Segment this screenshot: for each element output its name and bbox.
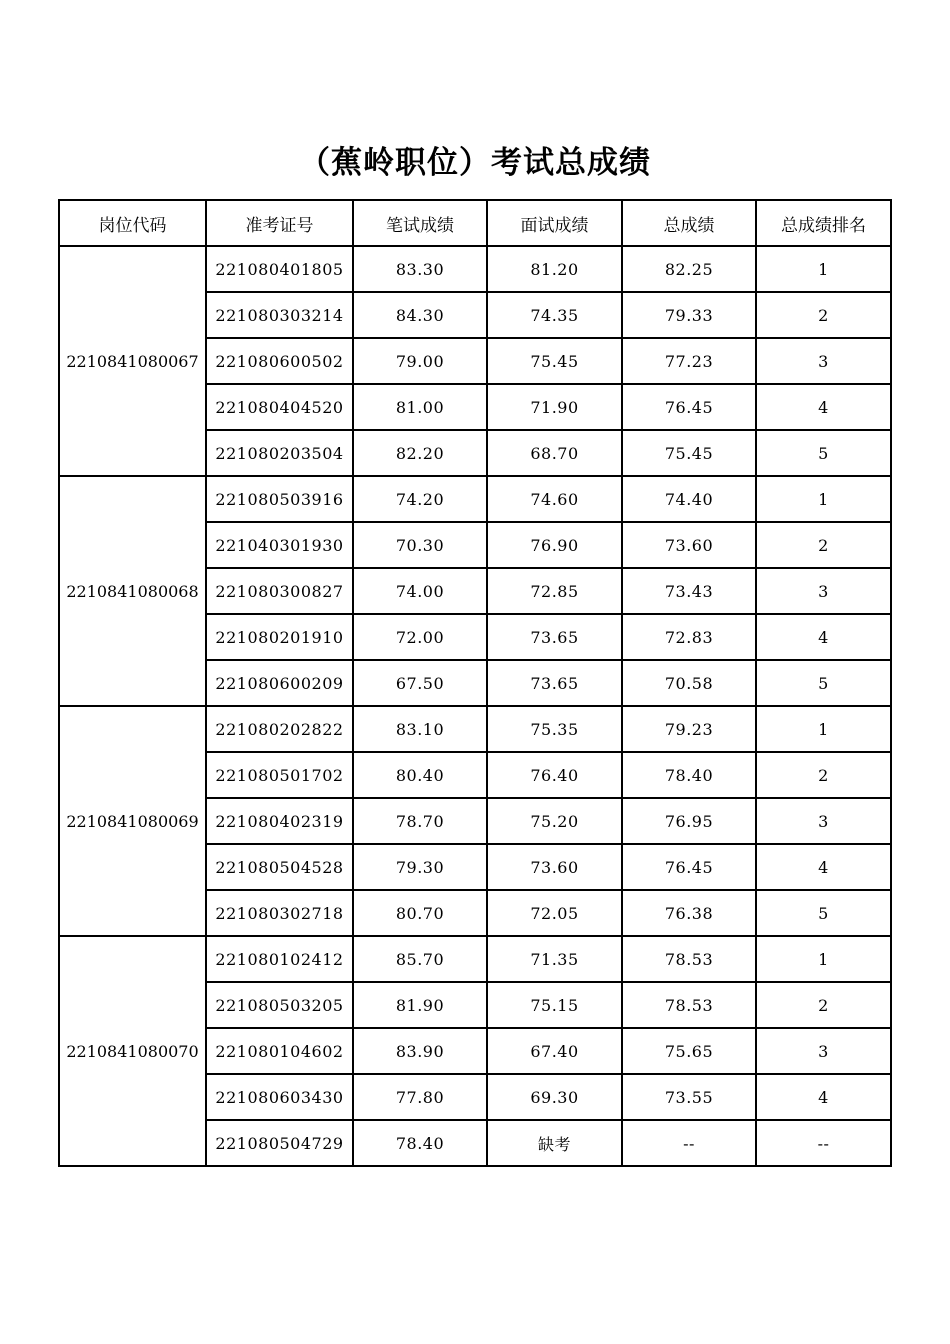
position-code-cell: 2210841080068	[59, 476, 206, 706]
rank-cell: 1	[756, 936, 891, 982]
header-position-code: 岗位代码	[59, 200, 206, 246]
admission-number-cell: 221080501702	[206, 752, 353, 798]
interview-score-cell: 75.15	[487, 982, 622, 1028]
admission-number-cell: 221080600209	[206, 660, 353, 706]
total-score-cell: 76.38	[622, 890, 756, 936]
written-score-cell: 79.00	[353, 338, 487, 384]
total-score-cell: 72.83	[622, 614, 756, 660]
interview-score-cell: 81.20	[487, 246, 622, 292]
written-score-cell: 77.80	[353, 1074, 487, 1120]
rank-cell: 1	[756, 706, 891, 752]
header-written-score: 笔试成绩	[353, 200, 487, 246]
interview-score-cell: 缺考	[487, 1120, 622, 1166]
position-code-cell: 2210841080069	[59, 706, 206, 936]
written-score-cell: 80.40	[353, 752, 487, 798]
written-score-cell: 70.30	[353, 522, 487, 568]
admission-number-cell: 221080402319	[206, 798, 353, 844]
rank-cell: --	[756, 1120, 891, 1166]
table-body	[59, 246, 891, 1166]
admission-number-cell: 221080401805	[206, 246, 353, 292]
total-score-cell: 79.23	[622, 706, 756, 752]
total-score-cell: 75.65	[622, 1028, 756, 1074]
total-score-cell: 75.45	[622, 430, 756, 476]
rank-cell: 3	[756, 1028, 891, 1074]
rank-cell: 5	[756, 890, 891, 936]
admission-number-cell: 221080203504	[206, 430, 353, 476]
written-score-cell: 74.20	[353, 476, 487, 522]
interview-score-cell: 69.30	[487, 1074, 622, 1120]
written-score-cell: 83.30	[353, 246, 487, 292]
interview-score-cell: 71.90	[487, 384, 622, 430]
written-score-cell: 80.70	[353, 890, 487, 936]
interview-score-cell: 73.60	[487, 844, 622, 890]
header-total-rank: 总成绩排名	[756, 200, 891, 246]
admission-number-cell: 221080102412	[206, 936, 353, 982]
interview-score-cell: 71.35	[487, 936, 622, 982]
interview-score-cell: 76.90	[487, 522, 622, 568]
interview-score-cell: 73.65	[487, 660, 622, 706]
total-score-cell: --	[622, 1120, 756, 1166]
interview-score-cell: 73.65	[487, 614, 622, 660]
admission-number-cell: 221080202822	[206, 706, 353, 752]
written-score-cell: 85.70	[353, 936, 487, 982]
admission-number-cell: 221080503916	[206, 476, 353, 522]
page-title: （蕉岭职位）考试总成绩	[299, 145, 651, 181]
total-score-cell: 76.95	[622, 798, 756, 844]
interview-score-cell: 68.70	[487, 430, 622, 476]
total-score-cell: 70.58	[622, 660, 756, 706]
written-score-cell: 84.30	[353, 292, 487, 338]
total-score-cell: 73.55	[622, 1074, 756, 1120]
total-score-cell: 73.43	[622, 568, 756, 614]
rank-cell: 1	[756, 246, 891, 292]
interview-score-cell: 75.45	[487, 338, 622, 384]
admission-number-cell: 221080503205	[206, 982, 353, 1028]
header-admission-number: 准考证号	[206, 200, 353, 246]
rank-cell: 4	[756, 384, 891, 430]
written-score-cell: 78.40	[353, 1120, 487, 1166]
total-score-cell: 74.40	[622, 476, 756, 522]
total-score-cell: 76.45	[622, 384, 756, 430]
written-score-cell: 83.90	[353, 1028, 487, 1074]
rank-cell: 4	[756, 1074, 891, 1120]
rank-cell: 2	[756, 752, 891, 798]
admission-number-cell: 221040301930	[206, 522, 353, 568]
admission-number-cell: 221080404520	[206, 384, 353, 430]
header-total-score: 总成绩	[622, 200, 756, 246]
admission-number-cell: 221080303214	[206, 292, 353, 338]
rank-cell: 5	[756, 660, 891, 706]
position-code-cell: 2210841080070	[59, 936, 206, 1166]
admission-number-cell: 221080504729	[206, 1120, 353, 1166]
rank-cell: 5	[756, 430, 891, 476]
interview-score-cell: 74.35	[487, 292, 622, 338]
interview-score-cell: 67.40	[487, 1028, 622, 1074]
table-row	[59, 246, 891, 292]
admission-number-cell: 221080600502	[206, 338, 353, 384]
interview-score-cell: 75.20	[487, 798, 622, 844]
table-row	[59, 706, 891, 752]
interview-score-cell: 72.05	[487, 890, 622, 936]
rank-cell: 2	[756, 522, 891, 568]
total-score-cell: 78.40	[622, 752, 756, 798]
admission-number-cell: 221080201910	[206, 614, 353, 660]
total-score-cell: 73.60	[622, 522, 756, 568]
interview-score-cell: 74.60	[487, 476, 622, 522]
written-score-cell: 83.10	[353, 706, 487, 752]
table-row	[59, 476, 891, 522]
written-score-cell: 82.20	[353, 430, 487, 476]
interview-score-cell: 72.85	[487, 568, 622, 614]
admission-number-cell: 221080504528	[206, 844, 353, 890]
written-score-cell: 74.00	[353, 568, 487, 614]
written-score-cell: 79.30	[353, 844, 487, 890]
written-score-cell: 78.70	[353, 798, 487, 844]
scores-table	[58, 199, 892, 1167]
rank-cell: 3	[756, 798, 891, 844]
rank-cell: 2	[756, 292, 891, 338]
total-score-cell: 78.53	[622, 982, 756, 1028]
written-score-cell: 67.50	[353, 660, 487, 706]
written-score-cell: 81.00	[353, 384, 487, 430]
written-score-cell: 81.90	[353, 982, 487, 1028]
rank-cell: 4	[756, 614, 891, 660]
total-score-cell: 76.45	[622, 844, 756, 890]
admission-number-cell: 221080300827	[206, 568, 353, 614]
rank-cell: 4	[756, 844, 891, 890]
table-header-row	[59, 200, 891, 246]
admission-number-cell: 221080104602	[206, 1028, 353, 1074]
interview-score-cell: 76.40	[487, 752, 622, 798]
total-score-cell: 77.23	[622, 338, 756, 384]
total-score-cell: 79.33	[622, 292, 756, 338]
admission-number-cell: 221080603430	[206, 1074, 353, 1120]
position-code-cell: 2210841080067	[59, 246, 206, 476]
rank-cell: 3	[756, 338, 891, 384]
written-score-cell: 72.00	[353, 614, 487, 660]
total-score-cell: 78.53	[622, 936, 756, 982]
interview-score-cell: 75.35	[487, 706, 622, 752]
rank-cell: 1	[756, 476, 891, 522]
table-row	[59, 936, 891, 982]
total-score-cell: 82.25	[622, 246, 756, 292]
header-interview-score: 面试成绩	[487, 200, 622, 246]
rank-cell: 3	[756, 568, 891, 614]
admission-number-cell: 221080302718	[206, 890, 353, 936]
rank-cell: 2	[756, 982, 891, 1028]
